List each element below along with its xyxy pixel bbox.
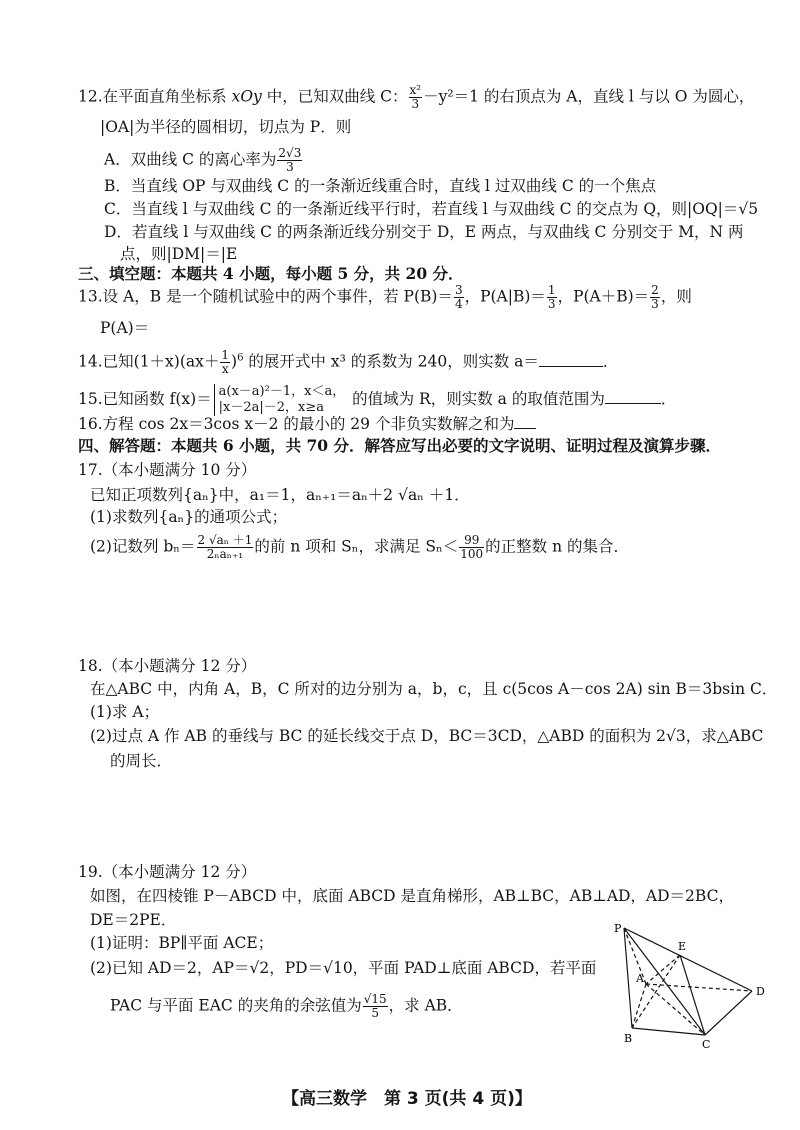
- edge-cd: [705, 991, 752, 1035]
- edge-ac-dashed: [646, 984, 705, 1035]
- q12-option-b: B．当直线 OP 与双曲线 C 的一条渐近线重合时，直线 l 过双曲线 C 的一个焦点: [104, 177, 657, 195]
- label-e: E: [678, 940, 687, 953]
- q12-option-a: A．双曲线 C 的离心率为 $\frac{2√3}{3}$: [104, 146, 302, 174]
- q18-line3: (2)过点 A 作 AB 的垂线与 BC 的延长线交于点 D，BC＝3CD，△ABD 的面积为 2√3，求△ABC: [90, 727, 764, 745]
- pyramid-figure: [610, 922, 780, 1052]
- q19-line3: (1)证明：BP∥平面 ACE；: [90, 934, 274, 952]
- edge-ad-dashed: [646, 984, 752, 991]
- q14-line: 14.已知(1＋x)(ax＋ $\frac{1}{x}$ )$^6$ 的展开式中 x³ 的系数为 240，则实数 a＝ ．: [78, 348, 619, 376]
- q15-piecewise: a(x－a)²－1，x＜a， |x－2a|－2，x≥a: [214, 384, 346, 416]
- q17-line1: 已知正项数列{aₙ}中，a₁＝1，aₙ₊₁＝aₙ＋2 √aₙ ＋1．: [90, 486, 470, 504]
- label-d: D: [756, 985, 765, 998]
- q17-line3: (2)记数列 bₙ＝ $\frac{\text{2 √aₙ ＋1}}{\text{2ₙaₙ₊₁}}$ 的前 n 项和 Sₙ，求满足 Sₙ＜ $\frac{99}{100}$ 的正整数 n 的集合．: [90, 533, 630, 561]
- q13-line1: 13.设 A，B 是一个随机试验中的两个事件，若 P(B)＝ $\frac{3}{4}$ ，P(A|B)＝ $\frac{1}{3}$ ，P(A＋B)＝ $\frac{2}{3}$ ，则: [78, 283, 692, 311]
- page-footer: 【高三数学 第 3 页(共 4 页)】: [282, 1089, 532, 1109]
- q17-title: 17.（本小题满分 10 分）: [78, 461, 257, 479]
- section-fill-in-heading: 三、填空题：本题共 4 小题，每小题 5 分，共 20 分．: [78, 264, 464, 283]
- q15-line: 15.已知函数 f(x)＝ a(x－a)²－1，x＜a， |x－2a|－2，x≥a 的值域为 R，则实数 a 的取值范围为 ．: [78, 384, 677, 415]
- q18-line1: 在△ABC 中，内角 A，B，C 所对的边分别为 a，b，c，且 c(5cos A－cos 2A) sin B＝3bsin C．: [90, 680, 778, 698]
- q13-line2: P(A)＝: [100, 319, 150, 337]
- q19-line5: PAC 与平面 EAC 的夹角的余弦值为 $\frac{√15}{5}$ ，求 AB．: [110, 992, 463, 1020]
- label-b: B: [624, 1032, 633, 1045]
- edge-bc: [632, 1028, 705, 1035]
- q18-line2: (1)求 A；: [90, 703, 160, 721]
- edge-pb: [624, 928, 632, 1028]
- q12-option-d-line2: 点，则|DM|＝|E: [120, 245, 238, 263]
- q19-title: 19.（本小题满分 12 分）: [78, 863, 257, 881]
- edge-ab-dashed: [632, 984, 646, 1028]
- q19-line1: 如图，在四棱锥 P－ABCD 中，底面 ABCD 是直角梯形，AB⊥BC，AB⊥AD，AD＝2BC，: [90, 887, 734, 905]
- label-p: P: [614, 922, 622, 935]
- q18-line4: 的周长．: [110, 752, 173, 770]
- q17-line2: (1)求数列{aₙ}的通项公式；: [90, 508, 288, 526]
- q14-answer-blank: [539, 366, 603, 367]
- q16-answer-blank: [514, 428, 536, 429]
- section-solve-heading: 四、解答题：本题共 6 小题，共 70 分．解答应写出必要的文字说明、证明过程及演算步骤．: [78, 436, 721, 455]
- q12-fraction: $\frac{\text{x²}}{3}$: [409, 83, 422, 111]
- q19-line2: DE＝2PE．: [90, 911, 177, 929]
- edge-ec: [680, 955, 705, 1035]
- q16-line: 16.方程 cos 2x＝3cos x－2 的最小的 29 个非负实数解之和为: [78, 414, 536, 434]
- q12-option-c: C．当直线 l 与双曲线 C 的一条渐近线平行时，若直线 l 与双曲线 C 的交点为 Q，则|OQ|＝√5: [104, 200, 759, 218]
- label-c: C: [702, 1038, 711, 1051]
- label-a: A: [636, 972, 644, 985]
- q15-answer-blank: [605, 403, 661, 404]
- q19-line4: (2)已知 AD＝2，AP＝√2，PD＝√10，平面 PAD⊥底面 ABCD，若平面: [90, 959, 597, 977]
- q12-line1: 12.在平面直角坐标系 xOy 中，已知双曲线 C： $\frac{\text{x²}}{3}$ －y²＝1 的右顶点为 A，直线 l 与以 O 为圆心，: [78, 83, 755, 111]
- q12-line2: |OA|为半径的圆相切，切点为 P．则: [100, 118, 352, 136]
- q18-title: 18.（本小题满分 12 分）: [78, 657, 257, 675]
- q12-option-d-line1: D．若直线 l 与双曲线 C 的两条渐近线分别交于 D，E 两点，与双曲线 C 分别交于 M，N 两: [104, 223, 744, 241]
